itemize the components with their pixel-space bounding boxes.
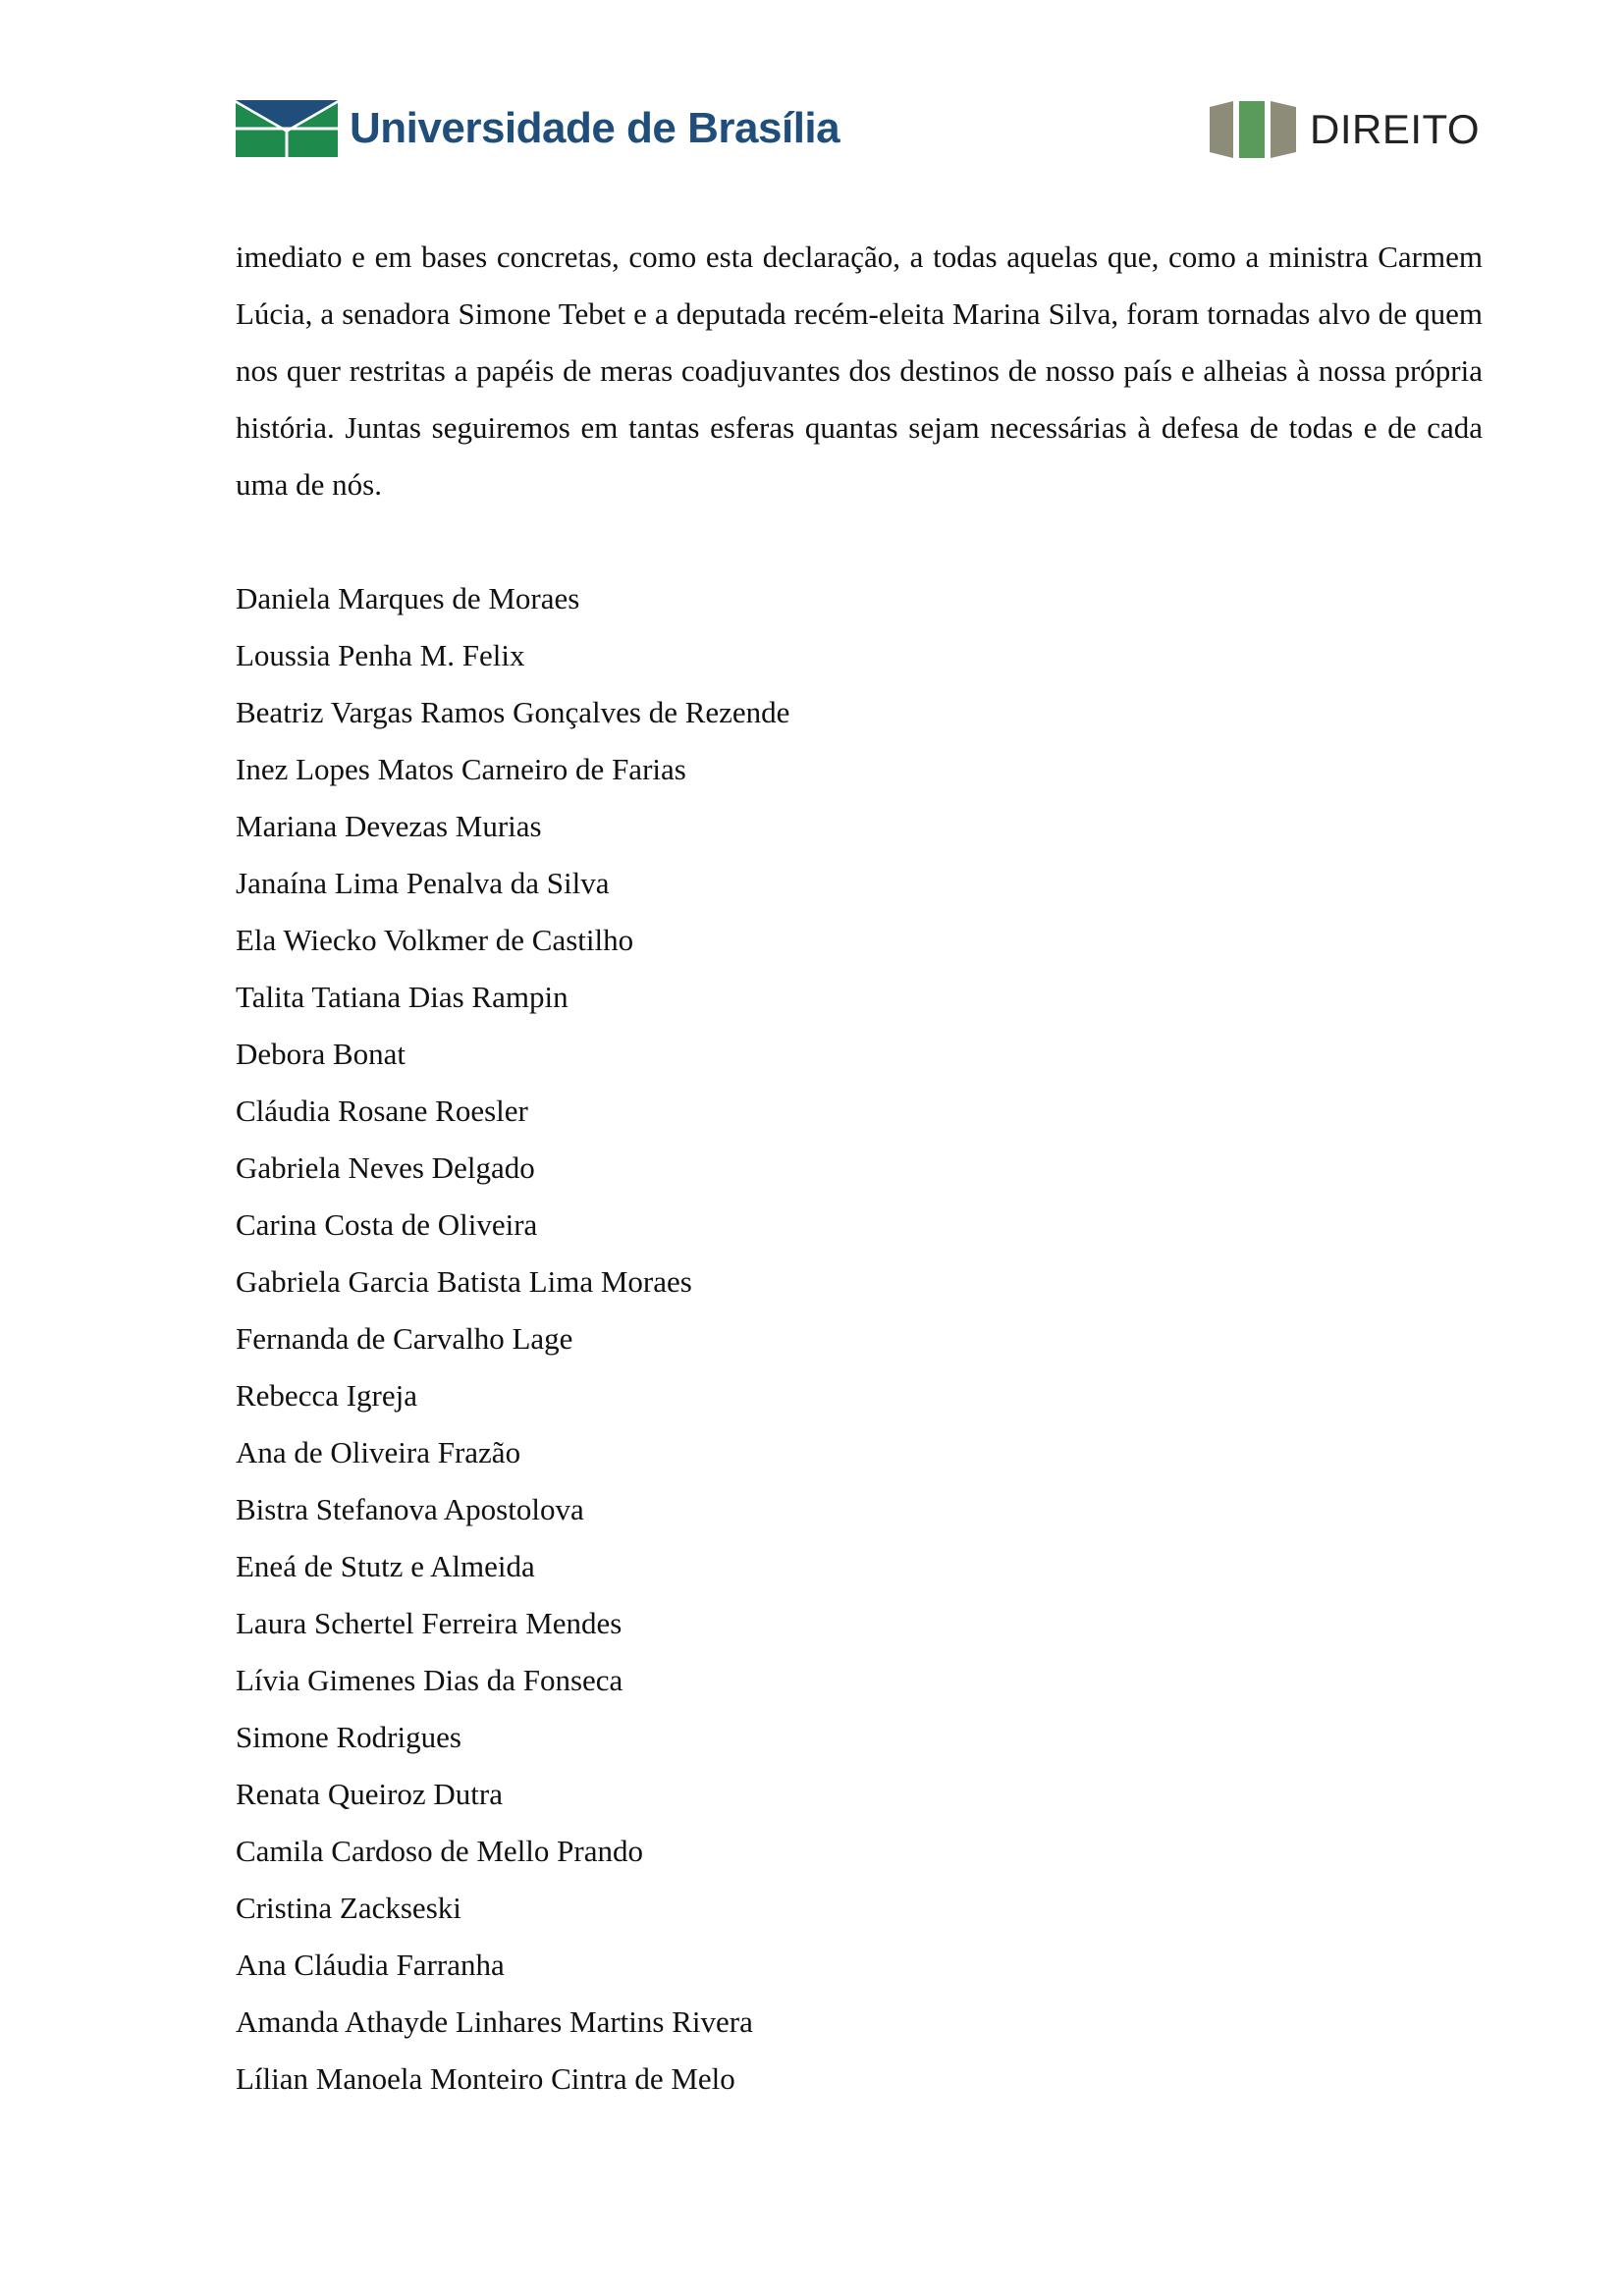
signatory-name: Carina Costa de Oliveira [236, 1207, 538, 1242]
signatory-list [236, 570, 1483, 2108]
signatory-name: Cristina Zackseski [236, 1891, 461, 1925]
page-header [0, 0, 1624, 196]
signatory-name: Ana de Oliveira Frazão [236, 1435, 521, 1469]
university-name: Universidade de Brasília [350, 104, 840, 152]
declaration-paragraph: imediato e em bases concretas, como esta declaração, a todas aquelas que, como a ministra Carmem Lúcia, a senadora Simone Tebet e a deputada recém-eleita Marina Silva, foram tornadas alvo de quem nos quer restritas a papéis de meras coadjuvantes dos destinos de nosso país e alheias à nossa própria história. Juntas seguiremos em tantas esferas quantas sejam necessárias à defesa de todas e de cada uma de nós. [236, 240, 1483, 502]
signatory-name: Rebecca Igreja [236, 1378, 418, 1413]
signatory-name: Talita Tatiana Dias Rampin [236, 980, 568, 1014]
signatory-name: Gabriela Garcia Batista Lima Moraes [236, 1264, 692, 1299]
signatory-name: Mariana Devezas Murias [236, 809, 542, 843]
signatory-name: Ana Cláudia Farranha [236, 1948, 505, 1982]
signatory-name: Beatriz Vargas Ramos Gonçalves de Rezende [236, 695, 790, 729]
signatory-name: Daniela Marques de Moraes [236, 581, 580, 615]
signatory-name: Debora Bonat [236, 1037, 406, 1071]
signatory-name: Ela Wiecko Volkmer de Castilho [236, 923, 634, 957]
signatory-name: Cláudia Rosane Roesler [236, 1094, 528, 1128]
signatory-name: Lívia Gimenes Dias da Fonseca [236, 1663, 623, 1697]
signatory-name: Bistra Stefanova Apostolova [236, 1492, 584, 1526]
signatory-name: Simone Rodrigues [236, 1720, 461, 1754]
signatory-name: Gabriela Neves Delgado [236, 1150, 535, 1185]
signatory-name: Laura Schertel Ferreira Mendes [236, 1606, 623, 1640]
signatory-name: Inez Lopes Matos Carneiro de Farias [236, 752, 686, 786]
signatory-name: Renata Queiroz Dutra [236, 1777, 503, 1811]
signatory-name: Lílian Manoela Monteiro Cintra de Melo [236, 2061, 735, 2096]
faculty-name: DIREITO [1310, 106, 1481, 152]
signatory-name: Amanda Athayde Linhares Martins Rivera [236, 2004, 753, 2039]
faculty-logo [1210, 101, 1480, 158]
signatory-name: Loussia Penha M. Felix [236, 638, 525, 672]
signatory-name: Camila Cardoso de Mello Prando [236, 1834, 643, 1868]
university-logo [236, 100, 839, 157]
signatory-name: Eneá de Stutz e Almeida [236, 1549, 535, 1583]
signatory-name: Fernanda de Carvalho Lage [236, 1321, 573, 1356]
unb-logo-icon [236, 100, 338, 157]
direito-logo-icon [1210, 101, 1296, 158]
document-body [236, 229, 1483, 2108]
signatory-name: Janaína Lima Penalva da Silva [236, 866, 610, 900]
